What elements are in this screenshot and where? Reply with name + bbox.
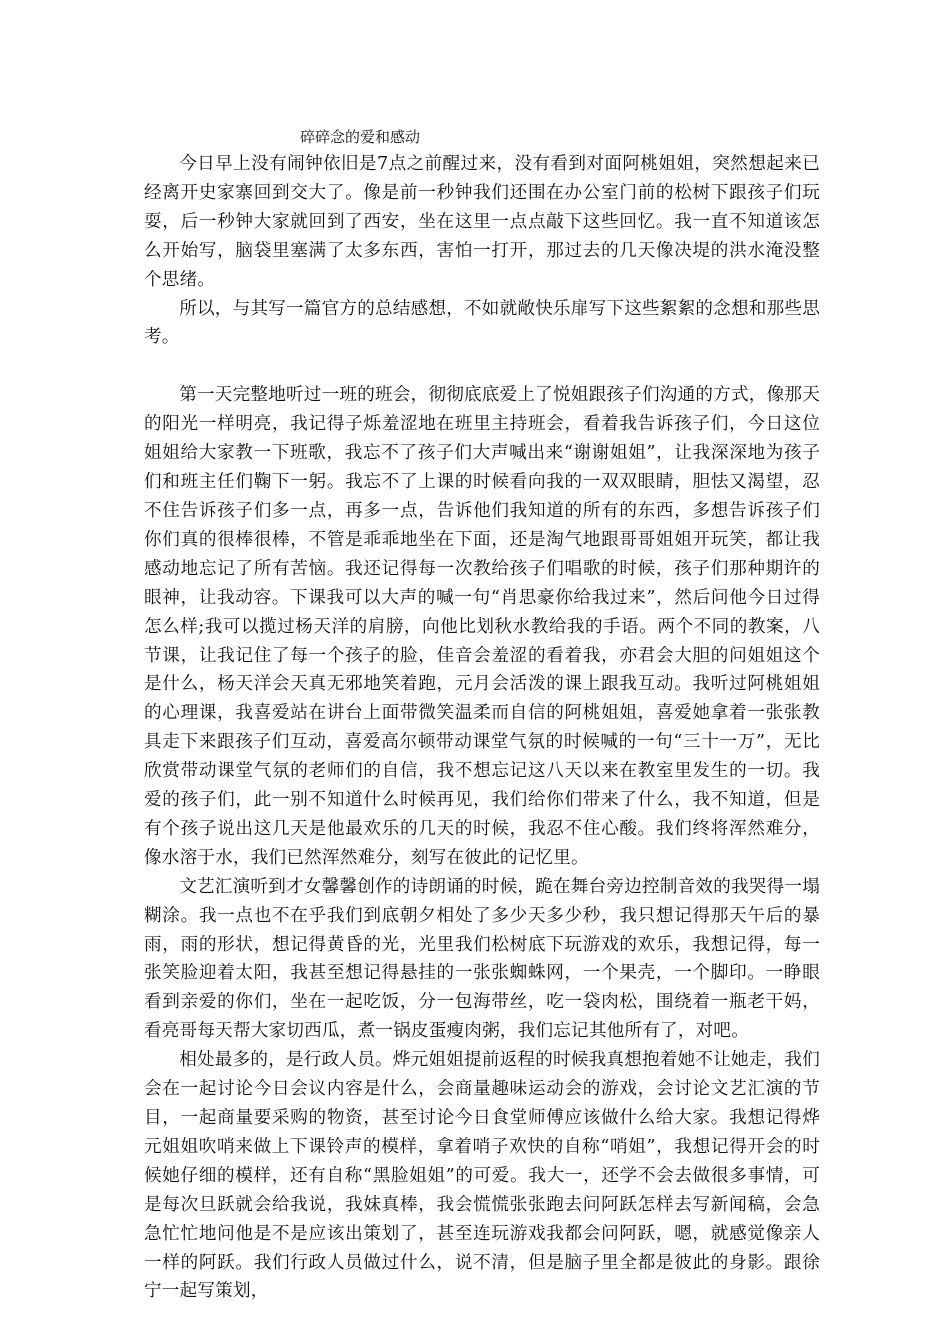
document-body <box>144 124 820 1306</box>
paragraph-1: 今日早上没有闹钟依旧是7点之前醒过来，没有看到对面阿桃姐姐，突然想起来已经离开史家寨回到交大了。像是前一秒钟我们还围在办公室门前的松树下跟孩子们玩耍，后一秒钟大家就回到了西安，坐在这里一点点敲下这些回忆。我一直不知道该怎么开始写，脑袋里塞满了太多东西，害怕一打开，那过去的几天像决堤的洪水淹没整个思绪。 <box>144 154 820 290</box>
blank-line <box>144 352 820 381</box>
paragraph-2: 所以，与其写一篇官方的总结感想，不如就敞快乐扉写下这些絮絮的念想和那些思考。 <box>144 298 820 348</box>
paragraph-4: 文艺汇演听到才女馨馨创作的诗朗诵的时候，跪在舞台旁边控制音效的我哭得一塌糊涂。我一点也不在乎我们到底朝夕相处了多少天多少秒，我只想记得那天午后的暴雨，雨的形状，想记得黄昏的光，光里我们松树底下玩游戏的欢乐，我想记得，每一张笑脸迎着太阳，我甚至想记得悬挂的一张张蜘蛛网，一个果壳，一个脚印。一睁眼看到亲爱的你们，坐在一起吃饭，分一包海带丝，吃一袋肉松，围绕着一瓶老干妈，看亮哥每天帮大家切西瓜，煮一锅皮蛋瘦肉粥，我们忘记其他所有了，对吧。 <box>144 876 820 1042</box>
paragraph-3: 第一天完整地听过一班的班会，彻彻底底爱上了悦姐跟孩子们沟通的方式，像那天的阳光一样明亮，我记得子烁羞涩地在班里主持班会，看着我告诉孩子们，今日这位姐姐给大家教一下班歌，我忘不了孩子们大声喊出来“谢谢姐姐”，让我深深地为孩子们和班主任们鞠下一躬。我忘不了上课的时候看向我的一双双眼睛，胆怯又渴望，忍不住告诉孩子们多一点，再多一点，告诉他们我知道的所有的东西，多想告诉孩子们你们真的很棒很棒，不管是乖乖地坐在下面，还是淘气地跟哥哥姐姐开玩笑，都让我感动地忘记了所有苦恼。我还记得每一次教给孩子们唱歌的时候，孩子们那种期许的眼神，让我动容。下课我可以大声的喊一句“肖思豪你给我过来”，然后问他今日过得怎么样;我可以揽过杨天洋的肩膀，向他比划秋水教给我的手语。两个不同的教案，八节课，让我记住了每一个孩子的脸，佳音会羞涩的看着我，亦君会大胆的问姐姐这个是什么，杨天洋会天真无邪地笑着跑，元月会活泼的课上跟我互动。我听过阿桃姐姐的心理课，我喜爱站在讲台上面带微笑温柔而自信的阿桃姐姐，喜爱她拿着一张张教具走下来跟孩子们互动，喜爱高尔顿带动课堂气氛的时候喊的一句“三十一万”，无比欣赏带动课堂气氛的老师们的自信，我不想忘记这八天以来在教室里发生的一切。我爱的孩子们，此一别不知道什么时候再见，我们给你们带来了什么，我不知道，但是有个孩子说出这几天是他最欢乐的几天的时候，我忍不住心酸。我们终将浑然难分，像水溶于水，我们已然浑然难分，刻写在彼此的记忆里。 <box>144 385 820 868</box>
paragraph-5: 相处最多的，是行政人员。烨元姐姐提前返程的时候我真想抱着她不让她走，我们会在一起讨论今日会议内容是什么，会商量趣味运动会的游戏，会讨论文艺汇演的节目，一起商量要采购的物资，甚至讨论今日食堂师傅应该做什么给大家。我想记得烨元姐姐吹哨来做上下课铃声的模样，拿着哨子欢快的自称“哨姐”，我想记得开会的时候她仔细的模样，还有自称“黑脸姐姐”的可爱。我大一，还学不会去做很多事情，可是每次旦跃就会给我说，我妹真棒，我会慌慌张张跑去问阿跃怎样去写新闻稿，会急急忙忙地问他是不是应该出策划了，甚至连玩游戏我都会问阿跃，嗯，就感觉像亲人一样的阿跃。我们行政人员做过什么，说不清，但是脑子里全都是彼此的身影。跟徐宁一起写策划， <box>144 1050 820 1302</box>
document-title: 碎碎念的爱和感动 <box>300 128 421 146</box>
